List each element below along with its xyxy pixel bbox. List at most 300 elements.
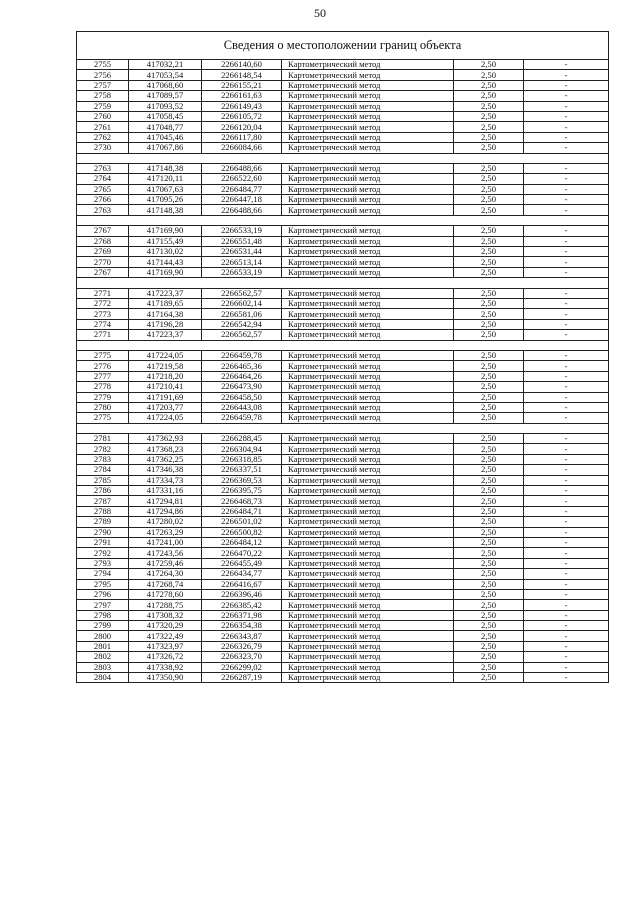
cell-description: - <box>524 288 609 298</box>
cell-point-number: 2768 <box>77 236 129 246</box>
cell-method: Картометрический метод <box>282 101 454 111</box>
cell-method: Картометрический метод <box>282 444 454 454</box>
cell-y-coordinate: 2266465,36 <box>202 361 282 371</box>
cell-accuracy: 2,50 <box>454 610 524 620</box>
table-row <box>77 319 609 329</box>
cell-method: Картометрический метод <box>282 673 454 683</box>
cell-accuracy: 2,50 <box>454 434 524 444</box>
table-row <box>77 517 609 527</box>
cell-description: - <box>524 434 609 444</box>
cell-description: - <box>524 402 609 412</box>
table-row <box>77 111 609 121</box>
cell-accuracy: 2,50 <box>454 444 524 454</box>
table-row <box>77 631 609 641</box>
cell-accuracy: 2,50 <box>454 70 524 80</box>
cell-description: - <box>524 132 609 142</box>
cell-method: Картометрический метод <box>282 330 454 340</box>
cell-point-number: 2759 <box>77 101 129 111</box>
cell-x-coordinate: 417148,38 <box>129 205 202 215</box>
cell-accuracy: 2,50 <box>454 267 524 277</box>
cell-method: Картометрический метод <box>282 434 454 444</box>
cell-description: - <box>524 454 609 464</box>
table-row <box>77 298 609 308</box>
cell-x-coordinate: 417032,21 <box>129 60 202 70</box>
table-title: Сведения о местоположении границ объекта <box>77 32 609 60</box>
table-body <box>77 32 609 683</box>
cell-accuracy: 2,50 <box>454 247 524 257</box>
cell-x-coordinate: 417130,02 <box>129 247 202 257</box>
group-separator <box>77 423 609 433</box>
cell-x-coordinate: 417362,93 <box>129 434 202 444</box>
cell-x-coordinate: 417243,56 <box>129 548 202 558</box>
table-row <box>77 174 609 184</box>
cell-accuracy: 2,50 <box>454 465 524 475</box>
cell-method: Картометрический метод <box>282 319 454 329</box>
table-row <box>77 402 609 412</box>
cell-x-coordinate: 417278,60 <box>129 589 202 599</box>
cell-y-coordinate: 2266149,43 <box>202 101 282 111</box>
cell-x-coordinate: 417350,90 <box>129 673 202 683</box>
cell-x-coordinate: 417294,81 <box>129 496 202 506</box>
cell-x-coordinate: 417191,69 <box>129 392 202 402</box>
table-row <box>77 101 609 111</box>
cell-method: Картометрический метод <box>282 486 454 496</box>
cell-method: Картометрический метод <box>282 236 454 246</box>
cell-description: - <box>524 101 609 111</box>
table-row <box>77 589 609 599</box>
table-row <box>77 195 609 205</box>
cell-point-number: 2780 <box>77 402 129 412</box>
cell-y-coordinate: 2266318,85 <box>202 454 282 464</box>
cell-accuracy: 2,50 <box>454 195 524 205</box>
cell-method: Картометрический метод <box>282 569 454 579</box>
cell-y-coordinate: 2266369,53 <box>202 475 282 485</box>
table-row <box>77 257 609 267</box>
cell-y-coordinate: 2266084,66 <box>202 143 282 153</box>
cell-point-number: 2794 <box>77 569 129 579</box>
cell-description: - <box>524 298 609 308</box>
cell-y-coordinate: 2266304,94 <box>202 444 282 454</box>
cell-y-coordinate: 2266343,87 <box>202 631 282 641</box>
cell-point-number: 2770 <box>77 257 129 267</box>
cell-x-coordinate: 417368,23 <box>129 444 202 454</box>
cell-x-coordinate: 417067,63 <box>129 184 202 194</box>
cell-accuracy: 2,50 <box>454 537 524 547</box>
cell-y-coordinate: 2266416,67 <box>202 579 282 589</box>
cell-y-coordinate: 2266533,19 <box>202 267 282 277</box>
group-separator-row <box>77 153 609 163</box>
table-row <box>77 537 609 547</box>
cell-point-number: 2795 <box>77 579 129 589</box>
cell-x-coordinate: 417155,49 <box>129 236 202 246</box>
cell-y-coordinate: 2266326,79 <box>202 641 282 651</box>
cell-method: Картометрический метод <box>282 288 454 298</box>
cell-point-number: 2779 <box>77 392 129 402</box>
table-row <box>77 579 609 589</box>
cell-description: - <box>524 236 609 246</box>
table-row <box>77 548 609 558</box>
cell-description: - <box>524 558 609 568</box>
table-row <box>77 641 609 651</box>
cell-method: Картометрический метод <box>282 298 454 308</box>
cell-description: - <box>524 662 609 672</box>
cell-accuracy: 2,50 <box>454 236 524 246</box>
cell-point-number: 2758 <box>77 91 129 101</box>
cell-y-coordinate: 2266105,72 <box>202 111 282 121</box>
cell-description: - <box>524 350 609 360</box>
cell-method: Картометрический метод <box>282 610 454 620</box>
table-row <box>77 465 609 475</box>
cell-method: Картометрический метод <box>282 589 454 599</box>
cell-point-number: 2764 <box>77 174 129 184</box>
cell-accuracy: 2,50 <box>454 454 524 464</box>
cell-description: - <box>524 371 609 381</box>
cell-point-number: 2789 <box>77 517 129 527</box>
cell-description: - <box>524 413 609 423</box>
cell-y-coordinate: 2266337,51 <box>202 465 282 475</box>
cell-x-coordinate: 417241,00 <box>129 537 202 547</box>
cell-accuracy: 2,50 <box>454 361 524 371</box>
cell-method: Картометрический метод <box>282 382 454 392</box>
cell-method: Картометрический метод <box>282 111 454 121</box>
cell-point-number: 2765 <box>77 184 129 194</box>
cell-accuracy: 2,50 <box>454 548 524 558</box>
cell-point-number: 2755 <box>77 60 129 70</box>
cell-point-number: 2778 <box>77 382 129 392</box>
cell-description: - <box>524 205 609 215</box>
cell-accuracy: 2,50 <box>454 91 524 101</box>
cell-accuracy: 2,50 <box>454 506 524 516</box>
cell-accuracy: 2,50 <box>454 486 524 496</box>
group-separator <box>77 278 609 288</box>
cell-y-coordinate: 2266459,78 <box>202 413 282 423</box>
cell-y-coordinate: 2266551,48 <box>202 236 282 246</box>
cell-y-coordinate: 2266484,12 <box>202 537 282 547</box>
table-row <box>77 673 609 683</box>
cell-description: - <box>524 143 609 153</box>
cell-y-coordinate: 2266287,19 <box>202 673 282 683</box>
cell-accuracy: 2,50 <box>454 517 524 527</box>
table-row <box>77 486 609 496</box>
cell-method: Картометрический метод <box>282 184 454 194</box>
cell-x-coordinate: 417308,32 <box>129 610 202 620</box>
table-row <box>77 132 609 142</box>
cell-y-coordinate: 2266542,94 <box>202 319 282 329</box>
cell-description: - <box>524 330 609 340</box>
cell-method: Картометрический метод <box>282 621 454 631</box>
cell-point-number: 2773 <box>77 309 129 319</box>
cell-y-coordinate: 2266458,50 <box>202 392 282 402</box>
cell-y-coordinate: 2266513,14 <box>202 257 282 267</box>
cell-y-coordinate: 2266395,75 <box>202 486 282 496</box>
cell-x-coordinate: 417196,28 <box>129 319 202 329</box>
cell-description: - <box>524 309 609 319</box>
cell-description: - <box>524 111 609 121</box>
cell-method: Картометрический метод <box>282 631 454 641</box>
cell-x-coordinate: 417224,05 <box>129 350 202 360</box>
cell-x-coordinate: 417120,11 <box>129 174 202 184</box>
cell-method: Картометрический метод <box>282 143 454 153</box>
cell-method: Картометрический метод <box>282 641 454 651</box>
cell-y-coordinate: 2266155,21 <box>202 80 282 90</box>
cell-method: Картометрический метод <box>282 132 454 142</box>
cell-method: Картометрический метод <box>282 662 454 672</box>
cell-point-number: 2767 <box>77 226 129 236</box>
cell-y-coordinate: 2266500,82 <box>202 527 282 537</box>
cell-accuracy: 2,50 <box>454 641 524 651</box>
cell-y-coordinate: 2266562,57 <box>202 330 282 340</box>
cell-y-coordinate: 2266488,66 <box>202 205 282 215</box>
cell-x-coordinate: 417048,77 <box>129 122 202 132</box>
cell-x-coordinate: 417223,37 <box>129 330 202 340</box>
group-separator-row <box>77 278 609 288</box>
cell-y-coordinate: 2266501,02 <box>202 517 282 527</box>
cell-x-coordinate: 417294,86 <box>129 506 202 516</box>
cell-x-coordinate: 417322,49 <box>129 631 202 641</box>
table-row <box>77 91 609 101</box>
cell-method: Картометрический метод <box>282 205 454 215</box>
cell-point-number: 2798 <box>77 610 129 620</box>
cell-point-number: 2785 <box>77 475 129 485</box>
cell-accuracy: 2,50 <box>454 122 524 132</box>
cell-accuracy: 2,50 <box>454 392 524 402</box>
table-row <box>77 662 609 672</box>
cell-y-coordinate: 2266396,46 <box>202 589 282 599</box>
cell-accuracy: 2,50 <box>454 132 524 142</box>
cell-description: - <box>524 361 609 371</box>
table-row <box>77 392 609 402</box>
table-row <box>77 444 609 454</box>
cell-accuracy: 2,50 <box>454 673 524 683</box>
cell-x-coordinate: 417219,58 <box>129 361 202 371</box>
cell-accuracy: 2,50 <box>454 382 524 392</box>
table-row <box>77 122 609 132</box>
table-row <box>77 288 609 298</box>
cell-point-number: 2771 <box>77 330 129 340</box>
cell-description: - <box>524 70 609 80</box>
table-row <box>77 496 609 506</box>
cell-x-coordinate: 417164,38 <box>129 309 202 319</box>
cell-method: Картометрический метод <box>282 371 454 381</box>
cell-point-number: 2775 <box>77 413 129 423</box>
cell-method: Картометрический метод <box>282 465 454 475</box>
cell-point-number: 2730 <box>77 143 129 153</box>
cell-x-coordinate: 417259,46 <box>129 558 202 568</box>
cell-x-coordinate: 417263,29 <box>129 527 202 537</box>
table-row <box>77 70 609 80</box>
cell-x-coordinate: 417144,43 <box>129 257 202 267</box>
cell-point-number: 2771 <box>77 288 129 298</box>
cell-accuracy: 2,50 <box>454 330 524 340</box>
cell-x-coordinate: 417095,26 <box>129 195 202 205</box>
cell-y-coordinate: 2266117,80 <box>202 132 282 142</box>
cell-point-number: 2756 <box>77 70 129 80</box>
cell-description: - <box>524 569 609 579</box>
cell-y-coordinate: 2266562,57 <box>202 288 282 298</box>
cell-description: - <box>524 517 609 527</box>
cell-point-number: 2790 <box>77 527 129 537</box>
cell-description: - <box>524 80 609 90</box>
cell-y-coordinate: 2266455,49 <box>202 558 282 568</box>
cell-x-coordinate: 417067,86 <box>129 143 202 153</box>
cell-accuracy: 2,50 <box>454 205 524 215</box>
cell-y-coordinate: 2266299,02 <box>202 662 282 672</box>
cell-x-coordinate: 417068,60 <box>129 80 202 90</box>
cell-y-coordinate: 2266459,78 <box>202 350 282 360</box>
group-separator-row <box>77 215 609 225</box>
cell-y-coordinate: 2266581,06 <box>202 309 282 319</box>
table-row <box>77 600 609 610</box>
cell-y-coordinate: 2266484,77 <box>202 184 282 194</box>
cell-accuracy: 2,50 <box>454 631 524 641</box>
cell-point-number: 2757 <box>77 80 129 90</box>
cell-x-coordinate: 417210,41 <box>129 382 202 392</box>
table-row <box>77 454 609 464</box>
cell-description: - <box>524 382 609 392</box>
group-separator-row <box>77 340 609 350</box>
cell-point-number: 2777 <box>77 371 129 381</box>
cell-y-coordinate: 2266464,26 <box>202 371 282 381</box>
cell-x-coordinate: 417169,90 <box>129 267 202 277</box>
cell-description: - <box>524 122 609 132</box>
cell-x-coordinate: 417320,29 <box>129 621 202 631</box>
cell-accuracy: 2,50 <box>454 402 524 412</box>
cell-y-coordinate: 2266288,45 <box>202 434 282 444</box>
table-row <box>77 527 609 537</box>
cell-description: - <box>524 91 609 101</box>
table-row <box>77 382 609 392</box>
cell-accuracy: 2,50 <box>454 475 524 485</box>
cell-accuracy: 2,50 <box>454 309 524 319</box>
cell-accuracy: 2,50 <box>454 288 524 298</box>
cell-point-number: 2792 <box>77 548 129 558</box>
cell-point-number: 2760 <box>77 111 129 121</box>
cell-description: - <box>524 257 609 267</box>
cell-accuracy: 2,50 <box>454 569 524 579</box>
cell-description: - <box>524 319 609 329</box>
cell-accuracy: 2,50 <box>454 350 524 360</box>
cell-x-coordinate: 417203,77 <box>129 402 202 412</box>
cell-method: Картометрический метод <box>282 527 454 537</box>
cell-method: Картометрический метод <box>282 475 454 485</box>
cell-description: - <box>524 184 609 194</box>
cell-method: Картометрический метод <box>282 163 454 173</box>
table-row <box>77 267 609 277</box>
cell-y-coordinate: 2266434,77 <box>202 569 282 579</box>
table-row <box>77 163 609 173</box>
table-row <box>77 434 609 444</box>
cell-description: - <box>524 610 609 620</box>
cell-method: Картометрический метод <box>282 392 454 402</box>
cell-description: - <box>524 548 609 558</box>
cell-point-number: 2782 <box>77 444 129 454</box>
cell-x-coordinate: 417189,65 <box>129 298 202 308</box>
cell-description: - <box>524 444 609 454</box>
cell-x-coordinate: 417169,90 <box>129 226 202 236</box>
cell-point-number: 2802 <box>77 652 129 662</box>
cell-x-coordinate: 417326,72 <box>129 652 202 662</box>
cell-x-coordinate: 417224,05 <box>129 413 202 423</box>
cell-accuracy: 2,50 <box>454 558 524 568</box>
table-row <box>77 226 609 236</box>
cell-x-coordinate: 417053,54 <box>129 70 202 80</box>
cell-accuracy: 2,50 <box>454 257 524 267</box>
cell-x-coordinate: 417264,30 <box>129 569 202 579</box>
cell-accuracy: 2,50 <box>454 80 524 90</box>
cell-description: - <box>524 195 609 205</box>
cell-y-coordinate: 2266602,14 <box>202 298 282 308</box>
cell-x-coordinate: 417218,20 <box>129 371 202 381</box>
cell-method: Картометрический метод <box>282 579 454 589</box>
cell-y-coordinate: 2266140,60 <box>202 60 282 70</box>
cell-method: Картометрический метод <box>282 652 454 662</box>
cell-accuracy: 2,50 <box>454 371 524 381</box>
cell-method: Картометрический метод <box>282 122 454 132</box>
cell-accuracy: 2,50 <box>454 527 524 537</box>
cell-x-coordinate: 417288,75 <box>129 600 202 610</box>
cell-point-number: 2803 <box>77 662 129 672</box>
cell-method: Картометрический метод <box>282 402 454 412</box>
cell-method: Картометрический метод <box>282 174 454 184</box>
cell-point-number: 2797 <box>77 600 129 610</box>
cell-accuracy: 2,50 <box>454 143 524 153</box>
cell-method: Картометрический метод <box>282 60 454 70</box>
cell-point-number: 2761 <box>77 122 129 132</box>
cell-description: - <box>524 589 609 599</box>
table-row <box>77 350 609 360</box>
table-row <box>77 610 609 620</box>
cell-method: Картометрический метод <box>282 506 454 516</box>
cell-description: - <box>524 475 609 485</box>
cell-point-number: 2793 <box>77 558 129 568</box>
table-row <box>77 371 609 381</box>
cell-y-coordinate: 2266443,08 <box>202 402 282 412</box>
cell-point-number: 2787 <box>77 496 129 506</box>
cell-point-number: 2791 <box>77 537 129 547</box>
cell-description: - <box>524 174 609 184</box>
cell-x-coordinate: 417268,74 <box>129 579 202 589</box>
cell-description: - <box>524 537 609 547</box>
table-row <box>77 205 609 215</box>
cell-point-number: 2766 <box>77 195 129 205</box>
cell-description: - <box>524 465 609 475</box>
cell-y-coordinate: 2266323,70 <box>202 652 282 662</box>
cell-method: Картометрический метод <box>282 600 454 610</box>
cell-description: - <box>524 673 609 683</box>
cell-method: Картометрический метод <box>282 226 454 236</box>
cell-method: Картометрический метод <box>282 70 454 80</box>
cell-y-coordinate: 2266531,44 <box>202 247 282 257</box>
cell-point-number: 2784 <box>77 465 129 475</box>
table-row <box>77 80 609 90</box>
group-separator-row <box>77 423 609 433</box>
cell-x-coordinate: 417338,92 <box>129 662 202 672</box>
cell-accuracy: 2,50 <box>454 163 524 173</box>
table-row <box>77 652 609 662</box>
cell-point-number: 2772 <box>77 298 129 308</box>
table-row <box>77 569 609 579</box>
cell-x-coordinate: 417331,16 <box>129 486 202 496</box>
cell-y-coordinate: 2266522,60 <box>202 174 282 184</box>
table-row <box>77 621 609 631</box>
cell-y-coordinate: 2266473,90 <box>202 382 282 392</box>
cell-x-coordinate: 417334,73 <box>129 475 202 485</box>
cell-y-coordinate: 2266484,71 <box>202 506 282 516</box>
cell-method: Картометрический метод <box>282 361 454 371</box>
cell-y-coordinate: 2266371,98 <box>202 610 282 620</box>
cell-point-number: 2769 <box>77 247 129 257</box>
cell-description: - <box>524 621 609 631</box>
